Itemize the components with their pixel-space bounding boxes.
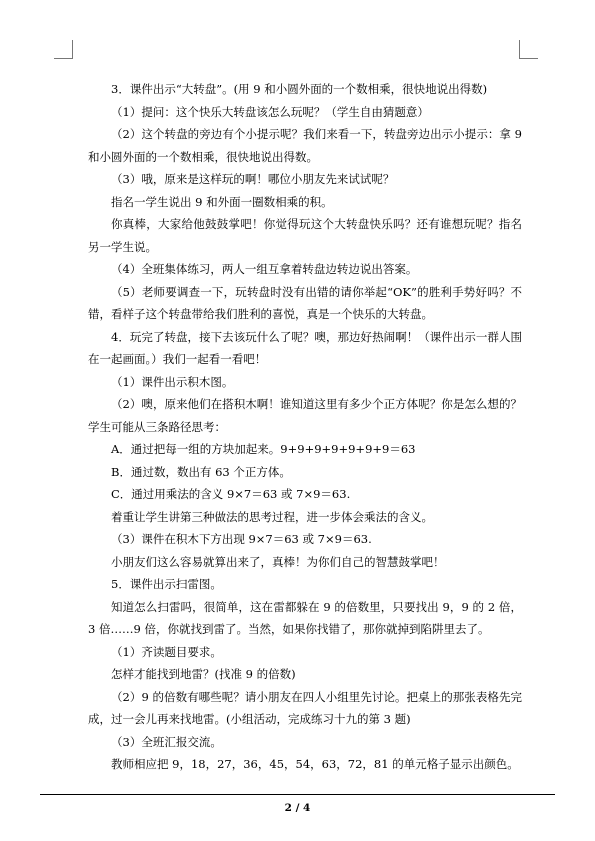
paragraph: A．通过把每一组的方块加起来。9+9+9+9+9+9+9＝63	[111, 442, 416, 456]
paragraph: 4．玩完了转盘，接下去该玩什么了呢？噢，那边好热闹啊！（课件出示一群人围在一起画面。）我们一起看一看吧！	[88, 329, 522, 366]
paragraph: （1）课件出示积木图。	[111, 374, 234, 389]
paragraph: 知道怎么扫雷吗，很简单，这在雷都躲在 9 的倍数里，只要找出 9，9 的 2 倍，3 倍……9 倍，你就找到雷了。当然，如果你找错了，那你就掉到陷阱里去了。	[88, 599, 522, 636]
paragraph: B．通过数，数出有 63 个正方体。	[111, 464, 291, 479]
paragraph: （3）哦，原来是这样玩的啊！哪位小朋友先来试试呢？	[111, 172, 395, 186]
paragraph: 指名一学生说出 9 和外面一圈数相乘的积。	[111, 194, 333, 209]
paragraph: （3）课件在积木下方出现 9×7＝63 或 7×9＝63.	[111, 532, 372, 546]
paragraph: （5）老师要调查一下，玩转盘时没有出错的请你举起“OK”的胜利手势好吗？不错，看样子这个转盘带给我们胜利的喜悦，真是一个快乐的大转盘。	[88, 284, 522, 321]
paragraph: （4）全班集体练习，两人一组互拿着转盘边转边说出答案。	[111, 262, 418, 276]
paragraph: （2）噢，原来他们在搭积木啊！谁知道这里有多少个正方体呢？你是怎么想的？学生可能从三条路径思考：	[88, 397, 522, 434]
paragraph: 你真棒，大家给他鼓鼓掌吧！你觉得玩这个大转盘快乐吗？还有谁想玩呢？指名另一学生说。	[88, 217, 522, 254]
paragraph: 3．课件出示“大转盘”。(用 9 和小圆外面的一个数相乘，很快地说出得数)	[111, 82, 488, 96]
crop-mark-top-left	[54, 40, 73, 59]
paragraph: （1）提问：这个快乐大转盘该怎么玩呢？（学生自由猜题意）	[111, 104, 429, 119]
document-body	[88, 78, 522, 776]
paragraph: （2）这个转盘的旁边有个小提示呢？我们来看一下，转盘旁边出示小提示：拿 9 和小圆外面的一个数相乘，很快地说出得数。	[88, 127, 522, 164]
paragraph: 教师相应把 9，18，27，36，45，54，63，72，81 的单元格子显示出颜色。	[111, 757, 519, 771]
paragraph: 着重让学生讲第三种做法的思考过程，进一步体会乘法的含义。	[111, 509, 433, 524]
paragraph: （2）9 的倍数有哪些呢？请小朋友在四人小组里先讨论。把桌上的那张表格先完成，过一会儿再来找地雷。(小组活动，完成练习十九的第 3 题)	[88, 689, 522, 726]
paragraph: 5．课件出示扫雷图。	[111, 577, 222, 591]
paragraph: （1）齐读题目要求。	[111, 644, 222, 659]
crop-mark-top-right	[519, 40, 538, 59]
paragraph: 怎样才能找到地雷？(找准 9 的倍数)	[111, 667, 296, 681]
page-number: 2 / 4	[284, 802, 311, 814]
footer-divider	[40, 794, 555, 795]
paragraph: 小朋友们这么容易就算出来了，真棒！为你们自己的智慧鼓掌吧！	[111, 554, 445, 569]
paragraph: （3）全班汇报交流。	[111, 734, 222, 749]
paragraph: C．通过用乘法的含义 9×7＝63 或 7×9＝63.	[111, 487, 351, 501]
